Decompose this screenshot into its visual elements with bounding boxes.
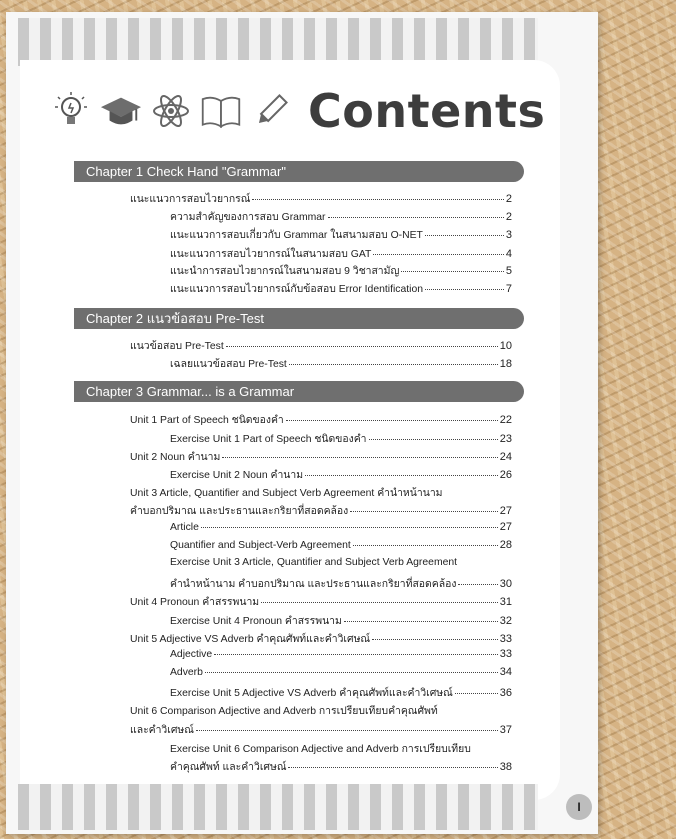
toc-entry bbox=[170, 430, 512, 447]
toc-entry bbox=[170, 208, 512, 225]
toc-entry bbox=[170, 684, 512, 701]
toc-entry-title: แนวข้อสอบ Pre-Test bbox=[130, 341, 224, 352]
toc-entry-page: 30 bbox=[499, 578, 512, 590]
toc-entry bbox=[130, 502, 512, 519]
dot-leader bbox=[369, 439, 498, 440]
toc-entry-title: ความสำคัญของการสอบ Grammar bbox=[170, 212, 326, 223]
book-icon bbox=[200, 90, 242, 132]
toc-entry bbox=[170, 280, 512, 297]
toc-entry bbox=[130, 702, 512, 719]
toc-entry-page: 36 bbox=[499, 687, 512, 699]
toc-entry-page: 38 bbox=[499, 761, 512, 773]
toc-entry-title: แนะแนวการสอบเกี่ยวกับ Grammar ในสนามสอบ O-NET bbox=[170, 230, 423, 241]
toc-entry-title: แนะแนวการสอบไวยากรณ์ bbox=[130, 194, 251, 205]
dot-leader bbox=[286, 420, 498, 421]
toc-entry-page: 2 bbox=[505, 211, 512, 223]
toc-entry bbox=[130, 721, 512, 738]
toc-entry-title: Quantifier and Subject-Verb Agreement bbox=[170, 540, 351, 551]
dot-leader bbox=[458, 584, 497, 585]
dot-leader bbox=[372, 639, 498, 640]
dot-leader bbox=[196, 730, 498, 731]
toc-entry bbox=[130, 190, 512, 207]
toc-entry-title: Exercise Unit 5 Adjective VS Adverb คำคุณศัพท์และคำวิเศษณ์ bbox=[170, 688, 453, 699]
chapter-3-banner: Chapter 3 Grammar... is a Grammar bbox=[74, 381, 524, 402]
toc-entry bbox=[170, 557, 512, 568]
toc-entry-page: 27 bbox=[499, 521, 512, 533]
toc-entry bbox=[170, 466, 512, 483]
lightbulb-icon bbox=[50, 90, 92, 132]
chapter-2-banner: Chapter 2 แนวข้อสอบ Pre-Test bbox=[74, 308, 524, 329]
dot-leader bbox=[226, 346, 498, 347]
toc-entry bbox=[130, 411, 512, 428]
toc-entry-title: คำบอกปริมาณ และประธานและกริยาที่สอดคล้อง bbox=[130, 506, 349, 517]
bottom-stripe-border bbox=[18, 784, 538, 830]
dot-leader bbox=[373, 254, 504, 255]
page-title: Contents bbox=[308, 84, 546, 138]
toc-entry bbox=[130, 593, 512, 610]
toc-entry-page: 18 bbox=[499, 358, 512, 370]
toc-entry-title: Unit 1 Part of Speech ชนิดของคำ bbox=[130, 415, 284, 426]
toc-entry-page: 4 bbox=[505, 248, 512, 260]
toc-entry-title: Adjective bbox=[170, 649, 213, 660]
toc-entry bbox=[170, 539, 512, 551]
toc-entry-page: 27 bbox=[499, 505, 512, 517]
toc-entry bbox=[170, 666, 512, 678]
toc-entry-title: Exercise Unit 4 Pronoun คำสรรพนาม bbox=[170, 616, 342, 627]
toc-entry-title: แนะนำการสอบไวยากรณ์ในสนามสอบ 9 วิชาสามัญ bbox=[170, 266, 400, 277]
dot-leader bbox=[201, 527, 498, 528]
toc-entry bbox=[170, 521, 512, 533]
pencil-icon bbox=[250, 90, 292, 132]
dot-leader bbox=[261, 602, 498, 603]
toc-entry-page: 3 bbox=[505, 229, 512, 241]
toc-entry-page: 37 bbox=[499, 724, 512, 736]
toc-entry-title: Adverb bbox=[170, 667, 203, 678]
toc-entry bbox=[170, 758, 512, 775]
toc-entry-page: 26 bbox=[499, 469, 512, 481]
atom-icon bbox=[150, 90, 192, 132]
toc-entry-title: Unit 5 Adjective VS Adverb คำคุณศัพท์และคำวิเศษณ์ bbox=[130, 634, 371, 645]
toc-entry-title: แนะแนวการสอบไวยากรณ์ในสนามสอบ GAT bbox=[170, 249, 372, 260]
toc-entry bbox=[170, 226, 512, 243]
toc-entry-page: 32 bbox=[499, 615, 512, 627]
toc-entry-page: 5 bbox=[505, 265, 512, 277]
toc-entry bbox=[130, 337, 512, 354]
dot-leader bbox=[353, 545, 498, 546]
toc-entry-title: Exercise Unit 1 Part of Speech ชนิดของคำ bbox=[170, 434, 367, 445]
toc-entry-title: Unit 3 Article, Quantifier and Subject Verb Agreement คำนำหน้านาม bbox=[130, 488, 443, 499]
graduation-cap-icon bbox=[100, 90, 142, 132]
chapter-1-banner: Chapter 1 Check Hand "Grammar" bbox=[74, 161, 524, 182]
dot-leader bbox=[455, 693, 498, 694]
dot-leader bbox=[214, 654, 498, 655]
dot-leader bbox=[350, 511, 498, 512]
toc-entry-title: และคำวิเศษณ์ bbox=[130, 725, 194, 736]
toc-entry-title: Exercise Unit 3 Article, Quantifier and Subject Verb Agreement bbox=[170, 557, 458, 568]
toc-entry bbox=[170, 612, 512, 629]
dot-leader bbox=[425, 289, 504, 290]
toc-entry-page: 23 bbox=[499, 433, 512, 445]
toc-entry-page: 28 bbox=[499, 539, 512, 551]
contents-header bbox=[50, 84, 545, 138]
toc-entry-title: Unit 4 Pronoun คำสรรพนาม bbox=[130, 597, 260, 608]
toc-entry-page: 7 bbox=[505, 283, 512, 295]
toc-entry-title: คำนำหน้านาม คำบอกปริมาณ และประธานและกริยาที่สอดคล้อง bbox=[170, 579, 457, 590]
toc-entry bbox=[130, 448, 512, 465]
dot-leader bbox=[425, 235, 504, 236]
toc-entry-title: แนะแนวการสอบไวยากรณ์กับข้อสอบ Error Identification bbox=[170, 284, 424, 295]
toc-entry bbox=[170, 262, 512, 279]
toc-entry-title: Unit 2 Noun คำนาม bbox=[130, 452, 221, 463]
toc-entry-page: 31 bbox=[499, 596, 512, 608]
toc-entry-title: Unit 6 Comparison Adjective and Adverb การเปรียบเทียบคำคุณศัพท์ bbox=[130, 706, 438, 717]
toc-entry bbox=[170, 245, 512, 262]
toc-entry-page: 2 bbox=[505, 193, 512, 205]
dot-leader bbox=[305, 475, 498, 476]
toc-entry-title: คำคุณศัพท์ และคำวิเศษณ์ bbox=[170, 762, 287, 773]
dot-leader bbox=[288, 767, 497, 768]
toc-entry-page: 33 bbox=[499, 633, 512, 645]
toc-entry-page: 24 bbox=[499, 451, 512, 463]
top-stripe-border bbox=[18, 18, 538, 66]
toc-entry bbox=[130, 630, 512, 647]
page-number: I bbox=[566, 794, 592, 820]
toc-entry-title: Exercise Unit 2 Noun คำนาม bbox=[170, 470, 304, 481]
dot-leader bbox=[289, 364, 498, 365]
toc-entry bbox=[130, 484, 512, 501]
toc-entry bbox=[170, 648, 512, 660]
toc-entry-title: Article bbox=[170, 522, 199, 533]
dot-leader bbox=[328, 217, 504, 218]
toc-entry bbox=[170, 355, 512, 372]
toc-entry-title: เฉลยแนวข้อสอบ Pre-Test bbox=[170, 359, 287, 370]
dot-leader bbox=[205, 672, 498, 673]
dot-leader bbox=[401, 271, 504, 272]
toc-entry bbox=[170, 575, 512, 592]
dot-leader bbox=[222, 457, 497, 458]
toc-entry-page: 22 bbox=[499, 414, 512, 426]
toc-entry-page: 34 bbox=[499, 666, 512, 678]
dot-leader bbox=[344, 621, 498, 622]
dot-leader bbox=[252, 199, 503, 200]
toc-entry bbox=[170, 740, 512, 757]
toc-entry-page: 33 bbox=[499, 648, 512, 660]
toc-entry-title: Exercise Unit 6 Comparison Adjective and Adverb การเปรียบเทียบ bbox=[170, 744, 471, 755]
toc-entry-page: 10 bbox=[499, 340, 512, 352]
